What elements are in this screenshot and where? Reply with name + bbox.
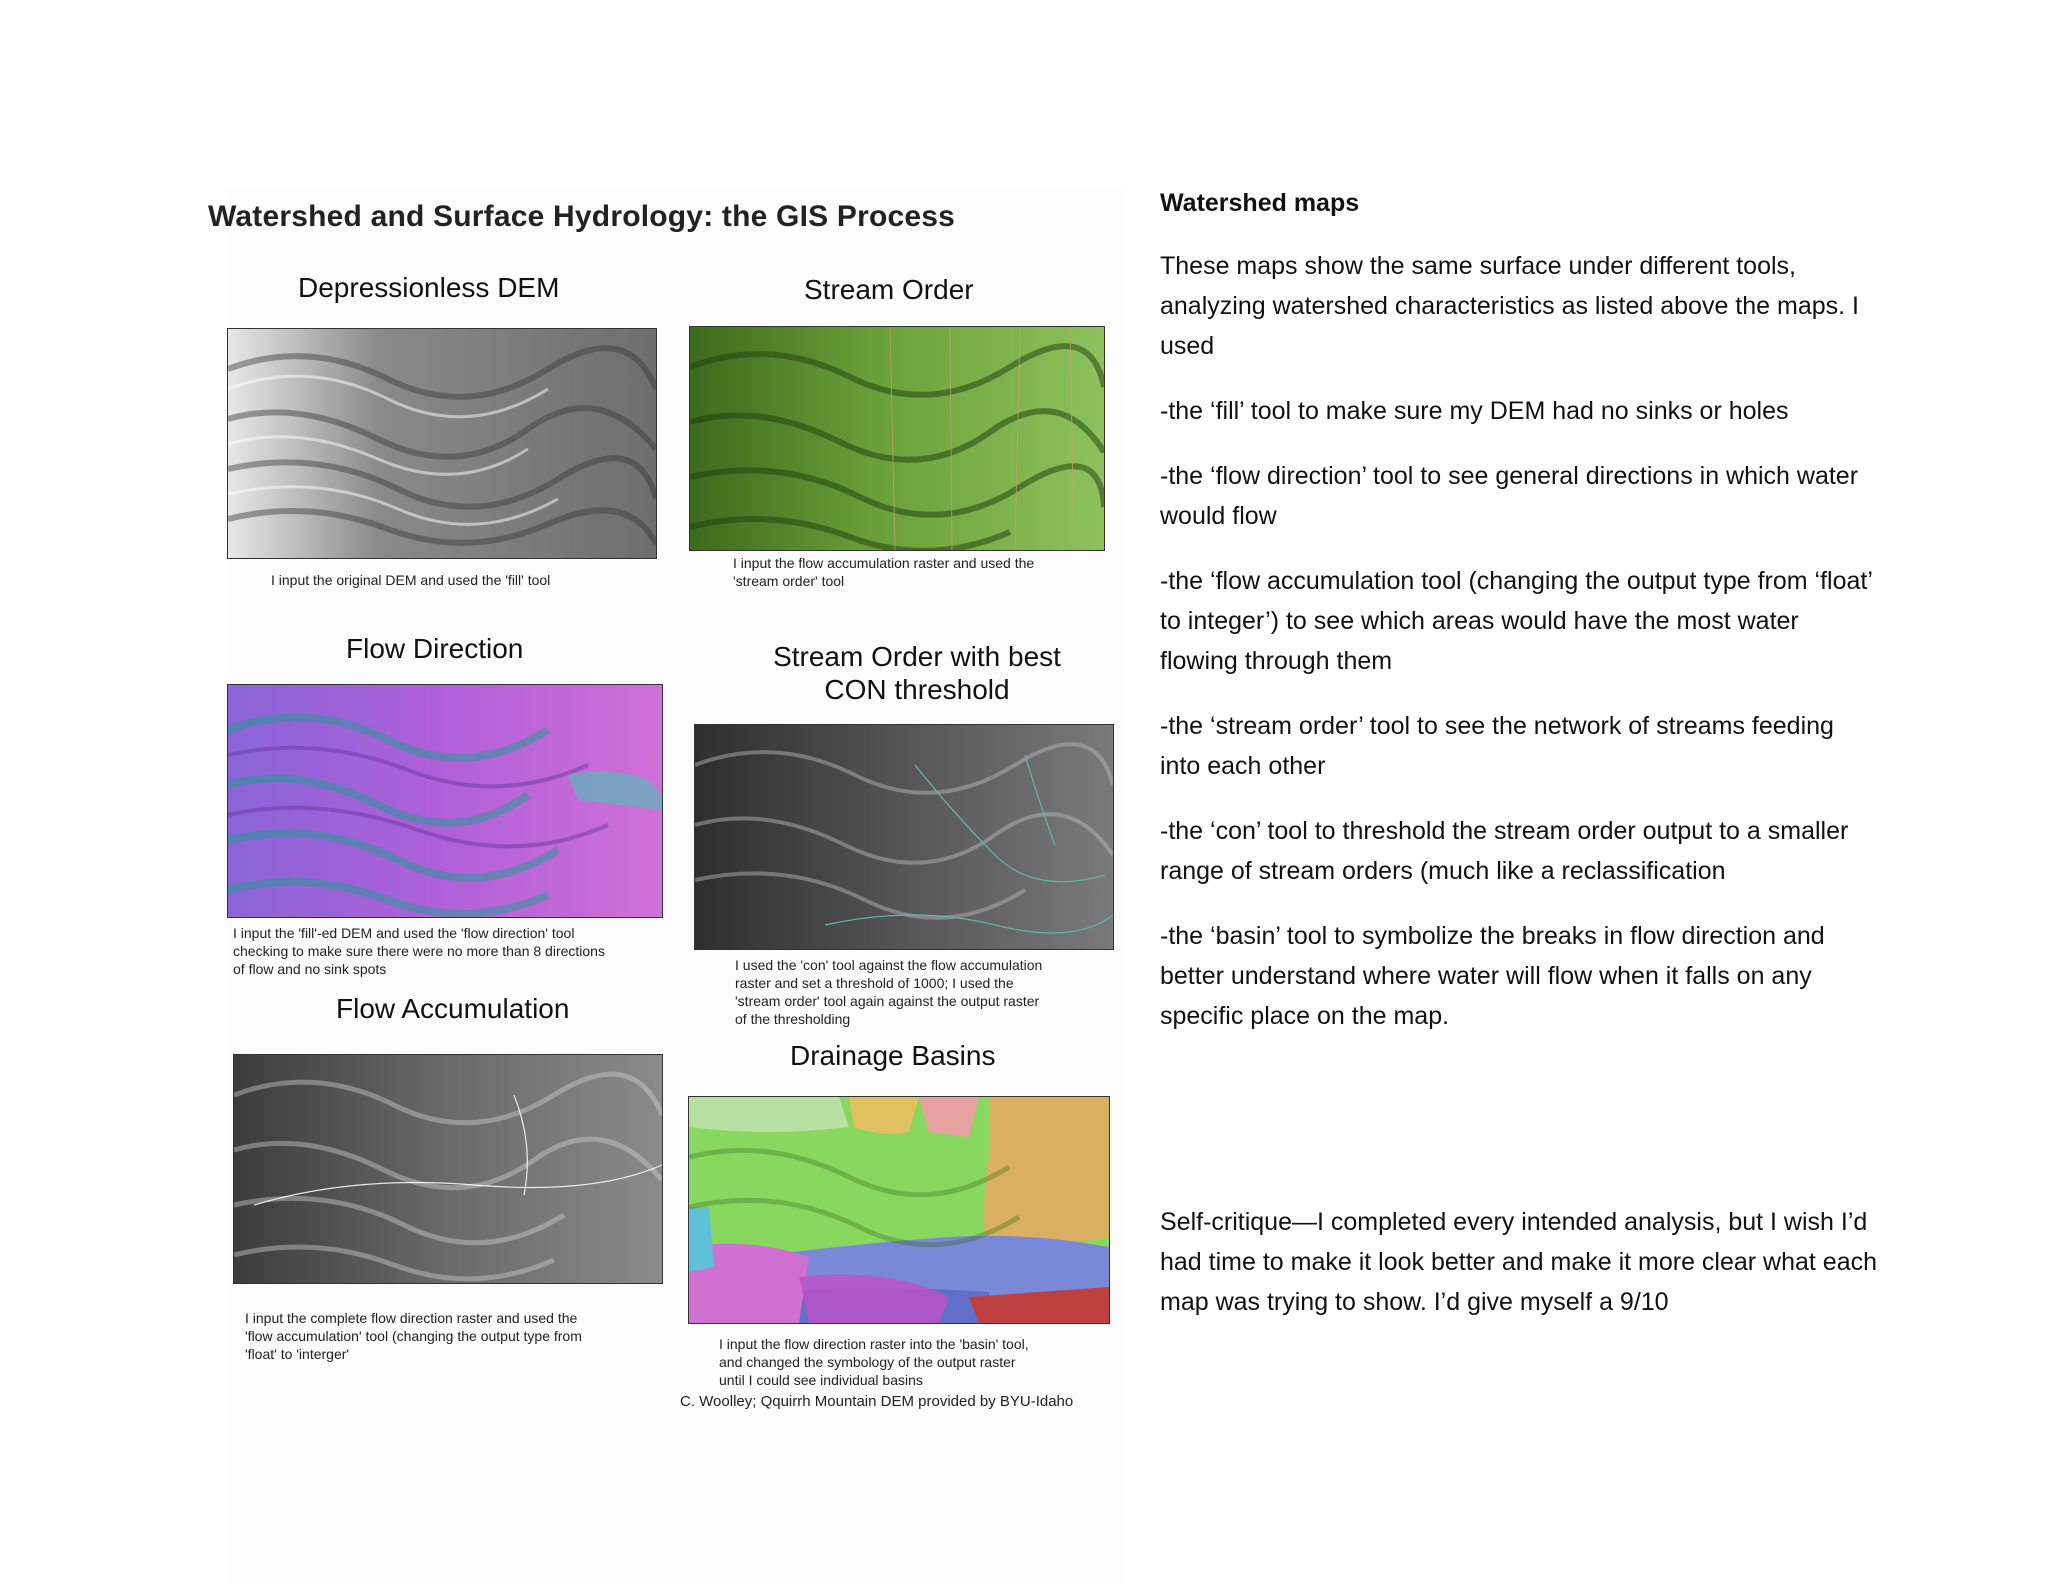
paragraph-stream-order-tool: -the ‘stream order’ tool to see the network of streams feeding into each other — [1160, 712, 1834, 780]
paragraph-flow-accumulation-tool: -the ‘flow accumulation tool (changing the output type from ‘float’ to integer’) to see which areas would have the most water flowing through them — [1160, 567, 1872, 675]
stream-order-con-map — [694, 724, 1114, 950]
paragraph-fill-tool: -the ‘fill’ tool to make sure my DEM had no sinks or holes — [1160, 397, 1789, 425]
caption-flow-accumulation: I input the complete flow direction raster and used the 'flow accumulation' tool (changing the output type from 'float' to 'interger' — [245, 1310, 582, 1362]
poster-credit: C. Woolley; Qquirrh Mountain DEM provided by BYU-Idaho — [680, 1393, 1074, 1410]
section-heading: Watershed maps — [1160, 189, 1360, 217]
flow-direction-map — [227, 684, 663, 918]
caption-stream-order-con: I used the 'con' tool against the flow accumulation raster and set a threshold of 1000; I used the 'stream order' tool again against the output raster of the thresholding — [735, 957, 1043, 1027]
caption-stream-order: I input the flow accumulation raster and used the 'stream order' tool — [733, 555, 1035, 589]
map-title-flow-direction: Flow Direction — [346, 633, 524, 664]
caption-flow-direction: I input the 'fill'-ed DEM and used the 'flow direction' tool checking to make sure there were no more than 8 directions of flow and no sink spots — [233, 925, 605, 977]
caption-drainage-basins: I input the flow direction raster into the 'basin' tool, and changed the symbology of the output raster until I could see individual basins — [719, 1336, 1029, 1388]
poster-title: Watershed and Surface Hydrology: the GIS Process — [208, 200, 956, 233]
map-title-flow-accumulation: Flow Accumulation — [336, 993, 570, 1024]
map-title-stream-order-con: Stream Order with best CON threshold — [773, 641, 1061, 705]
flow-accumulation-image — [234, 1055, 662, 1283]
map-title-depressionless-dem: Depressionless DEM — [298, 272, 560, 303]
drainage-basins-image — [689, 1097, 1109, 1323]
depressionless-dem-image — [228, 329, 656, 558]
depressionless-dem-map — [227, 328, 657, 559]
stream-order-image — [690, 327, 1104, 550]
stream-order-map — [689, 326, 1105, 551]
self-critique: Self-critique—I completed every intended analysis, but I wish I’d had time to make it look better and make it more clear what each map was trying to show. I’d give myself a 9/10 — [1160, 1208, 1878, 1316]
flow-direction-image — [228, 685, 662, 917]
stream-order-con-image — [695, 725, 1113, 949]
map-title-drainage-basins: Drainage Basins — [790, 1040, 996, 1071]
paragraph-basin-tool: -the ‘basin’ tool to symbolize the breaks in flow direction and better understand where water will flow when it falls on any specific place on the map. — [1160, 922, 1825, 1030]
map-title-stream-order: Stream Order — [804, 274, 974, 305]
caption-depressionless-dem: I input the original DEM and used the 'fill' tool — [271, 572, 551, 588]
text-column — [1160, 186, 1880, 1061]
paragraph-flow-direction-tool: -the ‘flow direction’ tool to see general directions in which water would flow — [1160, 462, 1859, 530]
drainage-basins-map — [688, 1096, 1110, 1324]
flow-accumulation-map — [233, 1054, 663, 1284]
paragraph-con-tool: -the ‘con’ tool to threshold the stream order output to a smaller range of stream orders (much like a reclassification — [1160, 817, 1849, 885]
paragraph-intro: These maps show the same surface under different tools, analyzing watershed characteristics as listed above the maps. I used — [1160, 252, 1859, 360]
